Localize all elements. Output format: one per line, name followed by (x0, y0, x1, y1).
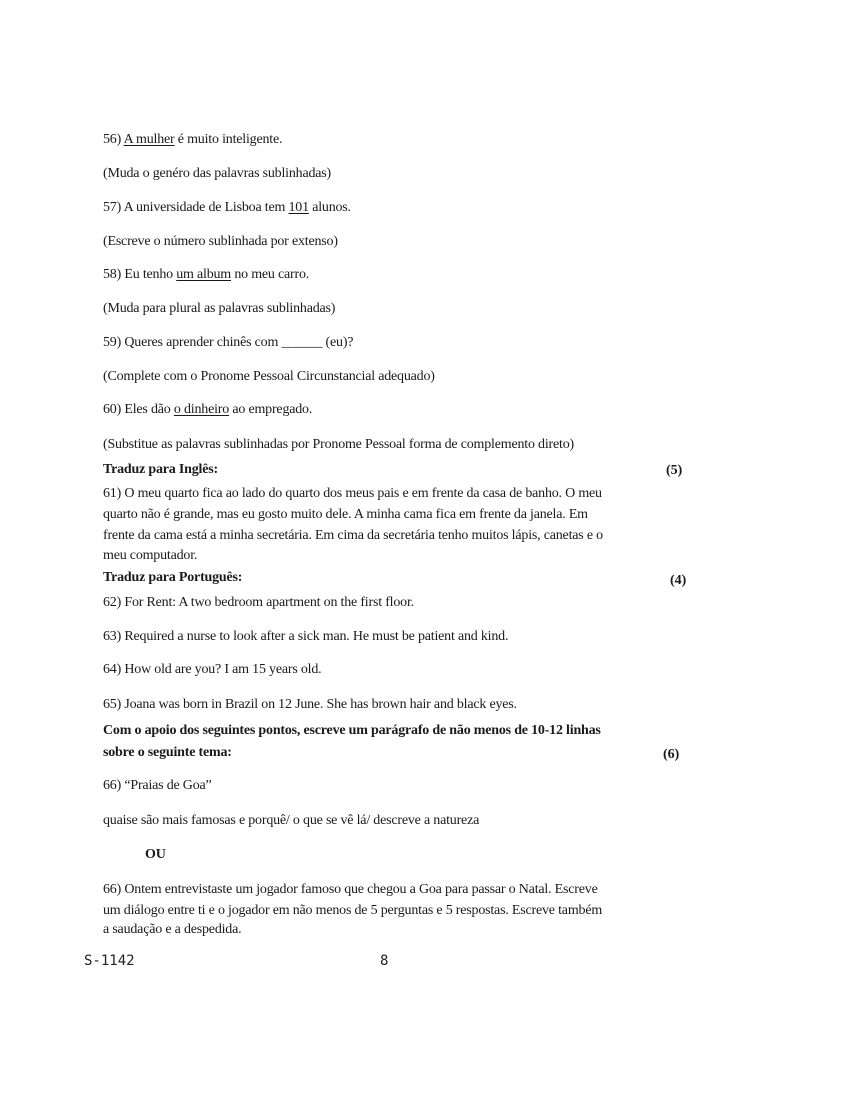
q64: 64) How old are you? I am 15 years old. (103, 662, 322, 677)
q58 (103, 266, 309, 284)
q56 (103, 131, 282, 149)
section-english-heading: Traduz para Inglês: (103, 462, 218, 477)
q56-number: 56) (103, 132, 124, 147)
q62: 62) For Rent: A two bedroom apartment on the first floor. (103, 595, 414, 610)
section-english-marks: (5) (666, 463, 683, 478)
q57-underlined: 101 (288, 200, 309, 215)
section-paragraph-heading: sobre o seguinte tema: (103, 745, 232, 760)
q61-line: quarto não é grande, mas eu gosto muito dele. A minha cama fica em frente da janela. Em (103, 507, 588, 522)
q61-line: 61) O meu quarto fica ao lado do quarto dos meus pais e em frente da casa de banho. O meu (103, 486, 602, 501)
or-label: OU (145, 847, 166, 862)
q57-text-pre: 57) A universidade de Lisboa tem (103, 200, 289, 215)
q58-underlined: um album (176, 267, 232, 282)
q60 (103, 401, 312, 419)
section-paragraph-heading: Com o apoio dos seguintes pontos, escreve um parágrafo de não menos de 10-12 linhas (103, 723, 601, 738)
q59-instruction: (Complete com o Pronome Pessoal Circunstancial adequado) (103, 369, 435, 384)
q56-instruction: (Muda o genéro das palavras sublinhadas) (103, 166, 331, 181)
q65: 65) Joana was born in Brazil on 12 June. She has brown hair and black eyes. (103, 697, 517, 712)
q60-underlined: o dinheiro (173, 402, 230, 417)
q59: 59) Queres aprender chinês com ______ (eu)? (103, 335, 354, 350)
q66a-title: 66) “Praias de Goa” (103, 778, 212, 793)
footer-code: S-1142 (84, 953, 135, 969)
section-portuguese-heading: Traduz para Português: (103, 570, 243, 585)
q58-instruction: (Muda para plural as palavras sublinhadas) (103, 301, 336, 316)
q56-text: é muito inteligente. (174, 132, 283, 147)
q66b-line: um diálogo entre ti e o jogador em não menos de 5 perguntas e 5 respostas. Escreve também (103, 903, 603, 918)
page-number: 8 (380, 953, 389, 969)
q56-underlined: A mulher (123, 132, 175, 147)
q66a-points: quaise são mais famosas e porquê/ o que se vê lá/ descreve a natureza (103, 813, 480, 828)
q60-text: ao empregado. (229, 402, 313, 417)
q61-line: meu computador. (103, 548, 198, 563)
q61-line: frente da cama está a minha secretária. Em cima da secretária tenho muitos lápis, canetas e o (103, 528, 603, 543)
section-portuguese-marks: (4) (670, 573, 687, 588)
q57 (103, 199, 351, 217)
q58-text: no meu carro. (231, 267, 310, 282)
q66b-line: a saudação e a despedida. (103, 922, 242, 937)
q60-instruction: (Substitue as palavras sublinhadas por Pronome Pessoal forma de complemento direto) (103, 437, 574, 452)
q60-text-pre: 60) Eles dão (103, 402, 174, 417)
section-paragraph-marks: (6) (663, 747, 680, 762)
q66b-line: 66) Ontem entrevistaste um jogador famoso que chegou a Goa para passar o Natal. Escreve (103, 882, 598, 897)
q63: 63) Required a nurse to look after a sick man. He must be patient and kind. (103, 629, 509, 644)
q57-instruction: (Escreve o número sublinhada por extenso) (103, 234, 338, 249)
q57-text: alunos. (308, 200, 351, 215)
q58-text-pre: 58) Eu tenho (103, 267, 177, 282)
